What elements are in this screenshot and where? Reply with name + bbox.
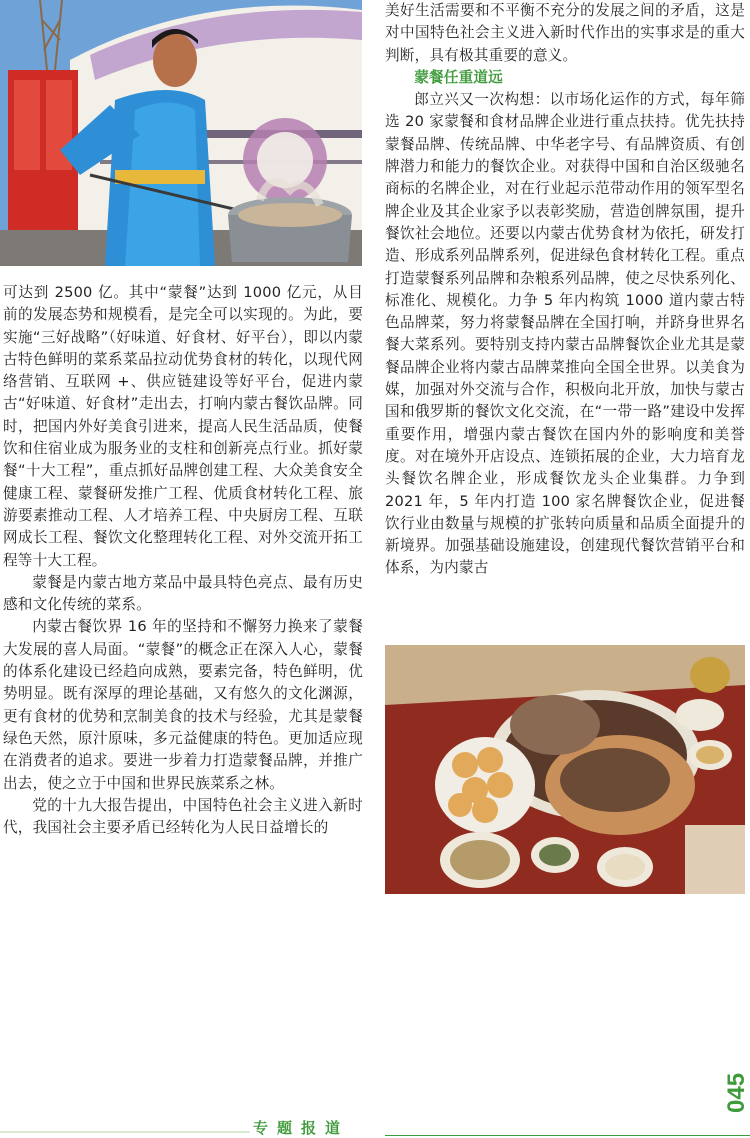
section-subheading: 蒙餐任重道远 <box>414 68 503 86</box>
photo-man-cooking <box>0 0 362 266</box>
section-label: 专题报道 <box>253 1119 350 1137</box>
right-body-paragraph: 郎立兴又一次构想：以市场化运作的方式，每年筛选 20 家蒙餐和食材品牌企业进行重点扶持。优先扶持蒙餐品牌、传统品牌、中华老字号、有品牌资质、有创牌潜力和能力的餐饮企业。对获得中国和自治区级驰名商标的名牌企业，对在行业起示范带动作用的领军型名牌企业及其企业家予以表彰奖励，营造创牌氛围，提升餐饮社会地位。还要以内蒙古优势食材为依托，研发打造、形成系列品牌系列，促进绿色食材转化工程。重点打造蒙餐系列品牌和杂粮系列品牌，使之尽快系列化、标准化、规模化。力争 5 年内构筑 1000 道内蒙古特色品牌菜，努力将蒙餐品牌在全国打响，并跻身世界名餐大菜系列。要特别支持内蒙古品牌餐饮企业尤其是蒙餐品牌企业将内蒙古品牌菜推向全国全世界。以美食为媒，加强对外交流与合作，积极向北开放，加快与蒙古国和俄罗斯的餐饮文化交流，在“一带一路”建设中发挥重要作用，增强内蒙古餐饮在国内外的影响度和美誉度。对在境外开店设点、连锁拓展的企业，大力培育龙头餐饮名牌企业，形成餐饮龙头企业集群。力争到 2021 年，5 年内打造 100 家名牌餐饮企业，促进餐饮行业由数量与规模的扩张转向质量和品质全面提升的新境界。加强基础设施建设，创建现代餐饮营销平台和体系，为内蒙古 <box>385 91 745 577</box>
right-lead-paragraph: 美好生活需要和不平衡不充分的发展之间的矛盾，这是对中国特色社会主义进入新时代作出的实事求是的重大判断，具有极其重要的意义。 <box>385 2 745 64</box>
left-paragraph: 蒙餐是内蒙古地方菜品中最具特色亮点、最有历史感和文化传统的菜系。 <box>3 573 363 614</box>
photo-mongolian-dishes <box>385 645 745 894</box>
photo-mongolian-dishes-illustration <box>385 645 745 894</box>
page-number <box>722 1055 750 1115</box>
footer-divider <box>0 1131 250 1133</box>
left-column <box>3 282 363 839</box>
photo-man-cooking-illustration <box>0 0 362 266</box>
left-paragraph: 党的十九大报告提出，中国特色社会主义进入新时代，我国社会主要矛盾已经转化为人民日益增长的 <box>3 796 363 837</box>
left-paragraph: 内蒙古餐饮界 16 年的坚持和不懈努力换来了蒙餐大发展的喜人局面。“蒙餐”的概念正在深入人心，蒙餐的体系化建设已经趋向成熟，要素完备，特色鲜明，优势明显。既有深厚的理论基础，又有悠久的文化渊源，更有食材的优势和烹制美食的技术与经验，尤其是蒙餐绿色天然，原汁原味，多元益健康的特色。更加适应现在消费者的追求。要进一步着力打造蒙餐品牌，并推广出去，使之立于中国和世界民族菜系之林。 <box>3 618 363 792</box>
right-column <box>385 0 745 580</box>
page-number-text: 045 <box>723 1072 750 1113</box>
left-paragraph: 可达到 2500 亿。其中“蒙餐”达到 1000 亿元，从目前的发展态势和规模看，是完全可以实现的。为此，要实施“三好战略”（好味道、好食材、好平台），即以内蒙古特色鲜明的菜系菜品拉动优势食材的转化，以现代网络营销、互联网 +、供应链建设等好平台，促进内蒙古“好味道、好食材”走出去，打响内蒙古餐饮品牌。同时，把国内外好美食引进来，提高人民生活品质，使餐饮和住宿业成为服务业的支柱和创新亮点行业。抓好蒙餐“十大工程”，重点抓好品牌创建工程、大众美食安全健康工程、蒙餐研发推广工程、优质食材转化工程、旅游要素推动工程、人才培养工程、中央厨房工程、互联网成长工程、餐饮文化整理转化工程、对外交流开拓工程等十大工程。 <box>3 284 363 569</box>
